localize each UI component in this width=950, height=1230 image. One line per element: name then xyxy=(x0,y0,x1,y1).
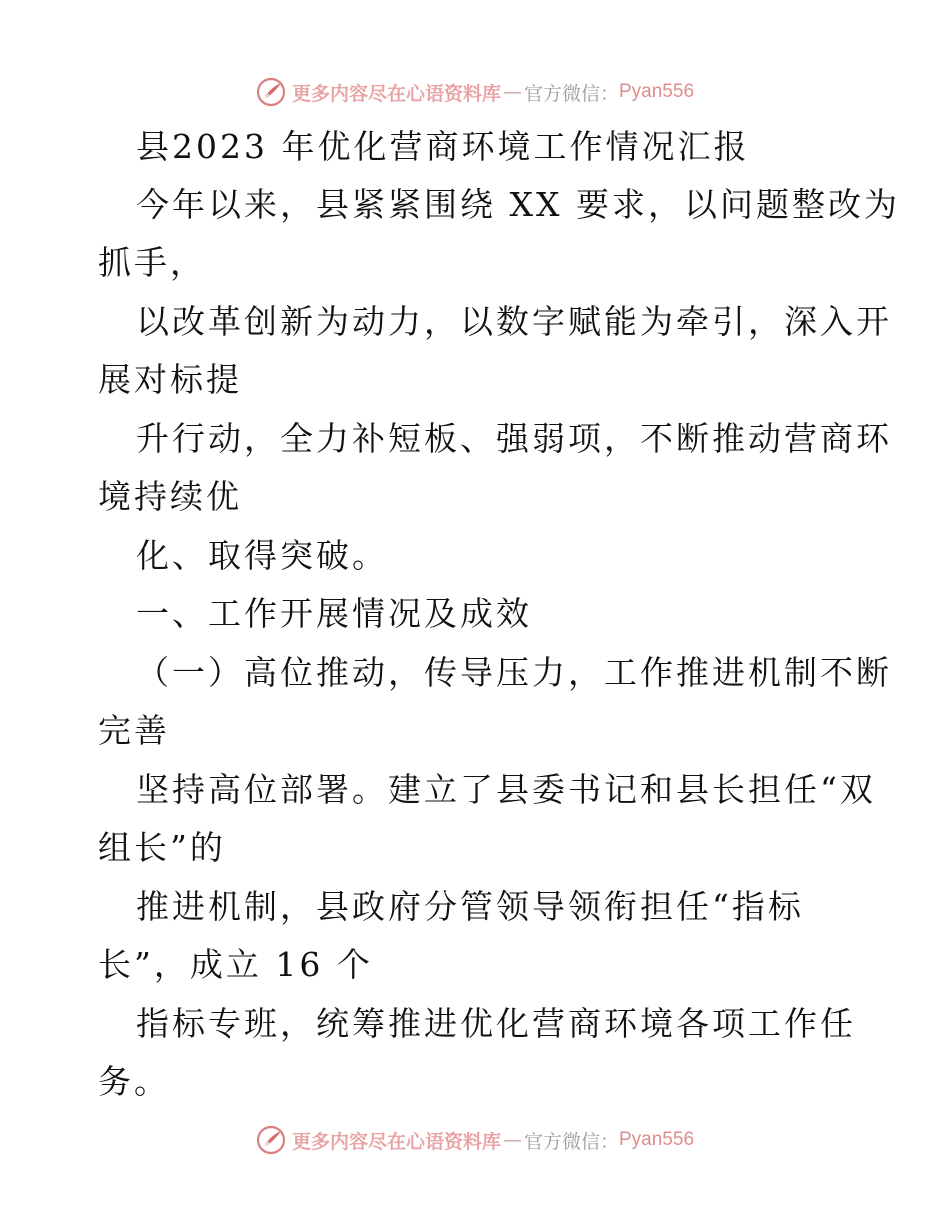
header-watermark xyxy=(0,72,950,112)
watermark-id: Pyan556 xyxy=(619,1129,695,1150)
paragraph-line: 以改革创新为动力，以数字赋能为牵引，深入开 xyxy=(136,302,892,341)
subsection-heading-continued: 完善 xyxy=(98,711,170,750)
subsection-heading: （一）高位推动，传导压力，工作推进机制不断 xyxy=(136,653,892,692)
watermark-id: Pyan556 xyxy=(619,81,695,102)
footer-watermark xyxy=(0,1120,950,1160)
paragraph-line: 务。 xyxy=(98,1062,170,1101)
paragraph-line: 组长”的 xyxy=(98,828,226,867)
watermark-separator: — xyxy=(502,1129,522,1151)
paragraph-line: 长”，成立 16 个 xyxy=(98,945,373,984)
document-title: 县2023 年优化营商环境工作情况汇报 xyxy=(136,127,750,166)
paragraph-line: 升行动，全力补短板、强弱项，不断推动营商环 xyxy=(136,419,892,458)
paragraph-line: 指标专班，统筹推进优化营商环境各项工作任 xyxy=(136,1004,856,1043)
watermark-label: 官方微信： xyxy=(523,1130,619,1153)
paragraph-line: 境持续优 xyxy=(98,477,242,516)
watermark-separator: — xyxy=(502,81,522,103)
watermark-main-text: 更多内容尽在心语资料库 xyxy=(291,82,501,105)
paragraph-line: 抓手， xyxy=(98,243,206,282)
quill-logo-icon xyxy=(256,1125,286,1155)
quill-logo-icon xyxy=(256,77,286,107)
paragraph-line: 化、取得突破。 xyxy=(136,536,388,575)
watermark-main-text: 更多内容尽在心语资料库 xyxy=(291,1130,501,1153)
paragraph-line: 展对标提 xyxy=(98,360,242,399)
paragraph-line: 推进机制，县政府分管领导领衔担任“指标 xyxy=(136,887,804,926)
paragraph-line: 坚持高位部署。建立了县委书记和县长担任“双 xyxy=(136,770,876,809)
watermark-label: 官方微信： xyxy=(523,82,619,105)
paragraph-line: 今年以来，县紧紧围绕 XX 要求，以问题整改为 xyxy=(136,185,900,224)
section-heading: 一、工作开展情况及成效 xyxy=(136,594,532,633)
